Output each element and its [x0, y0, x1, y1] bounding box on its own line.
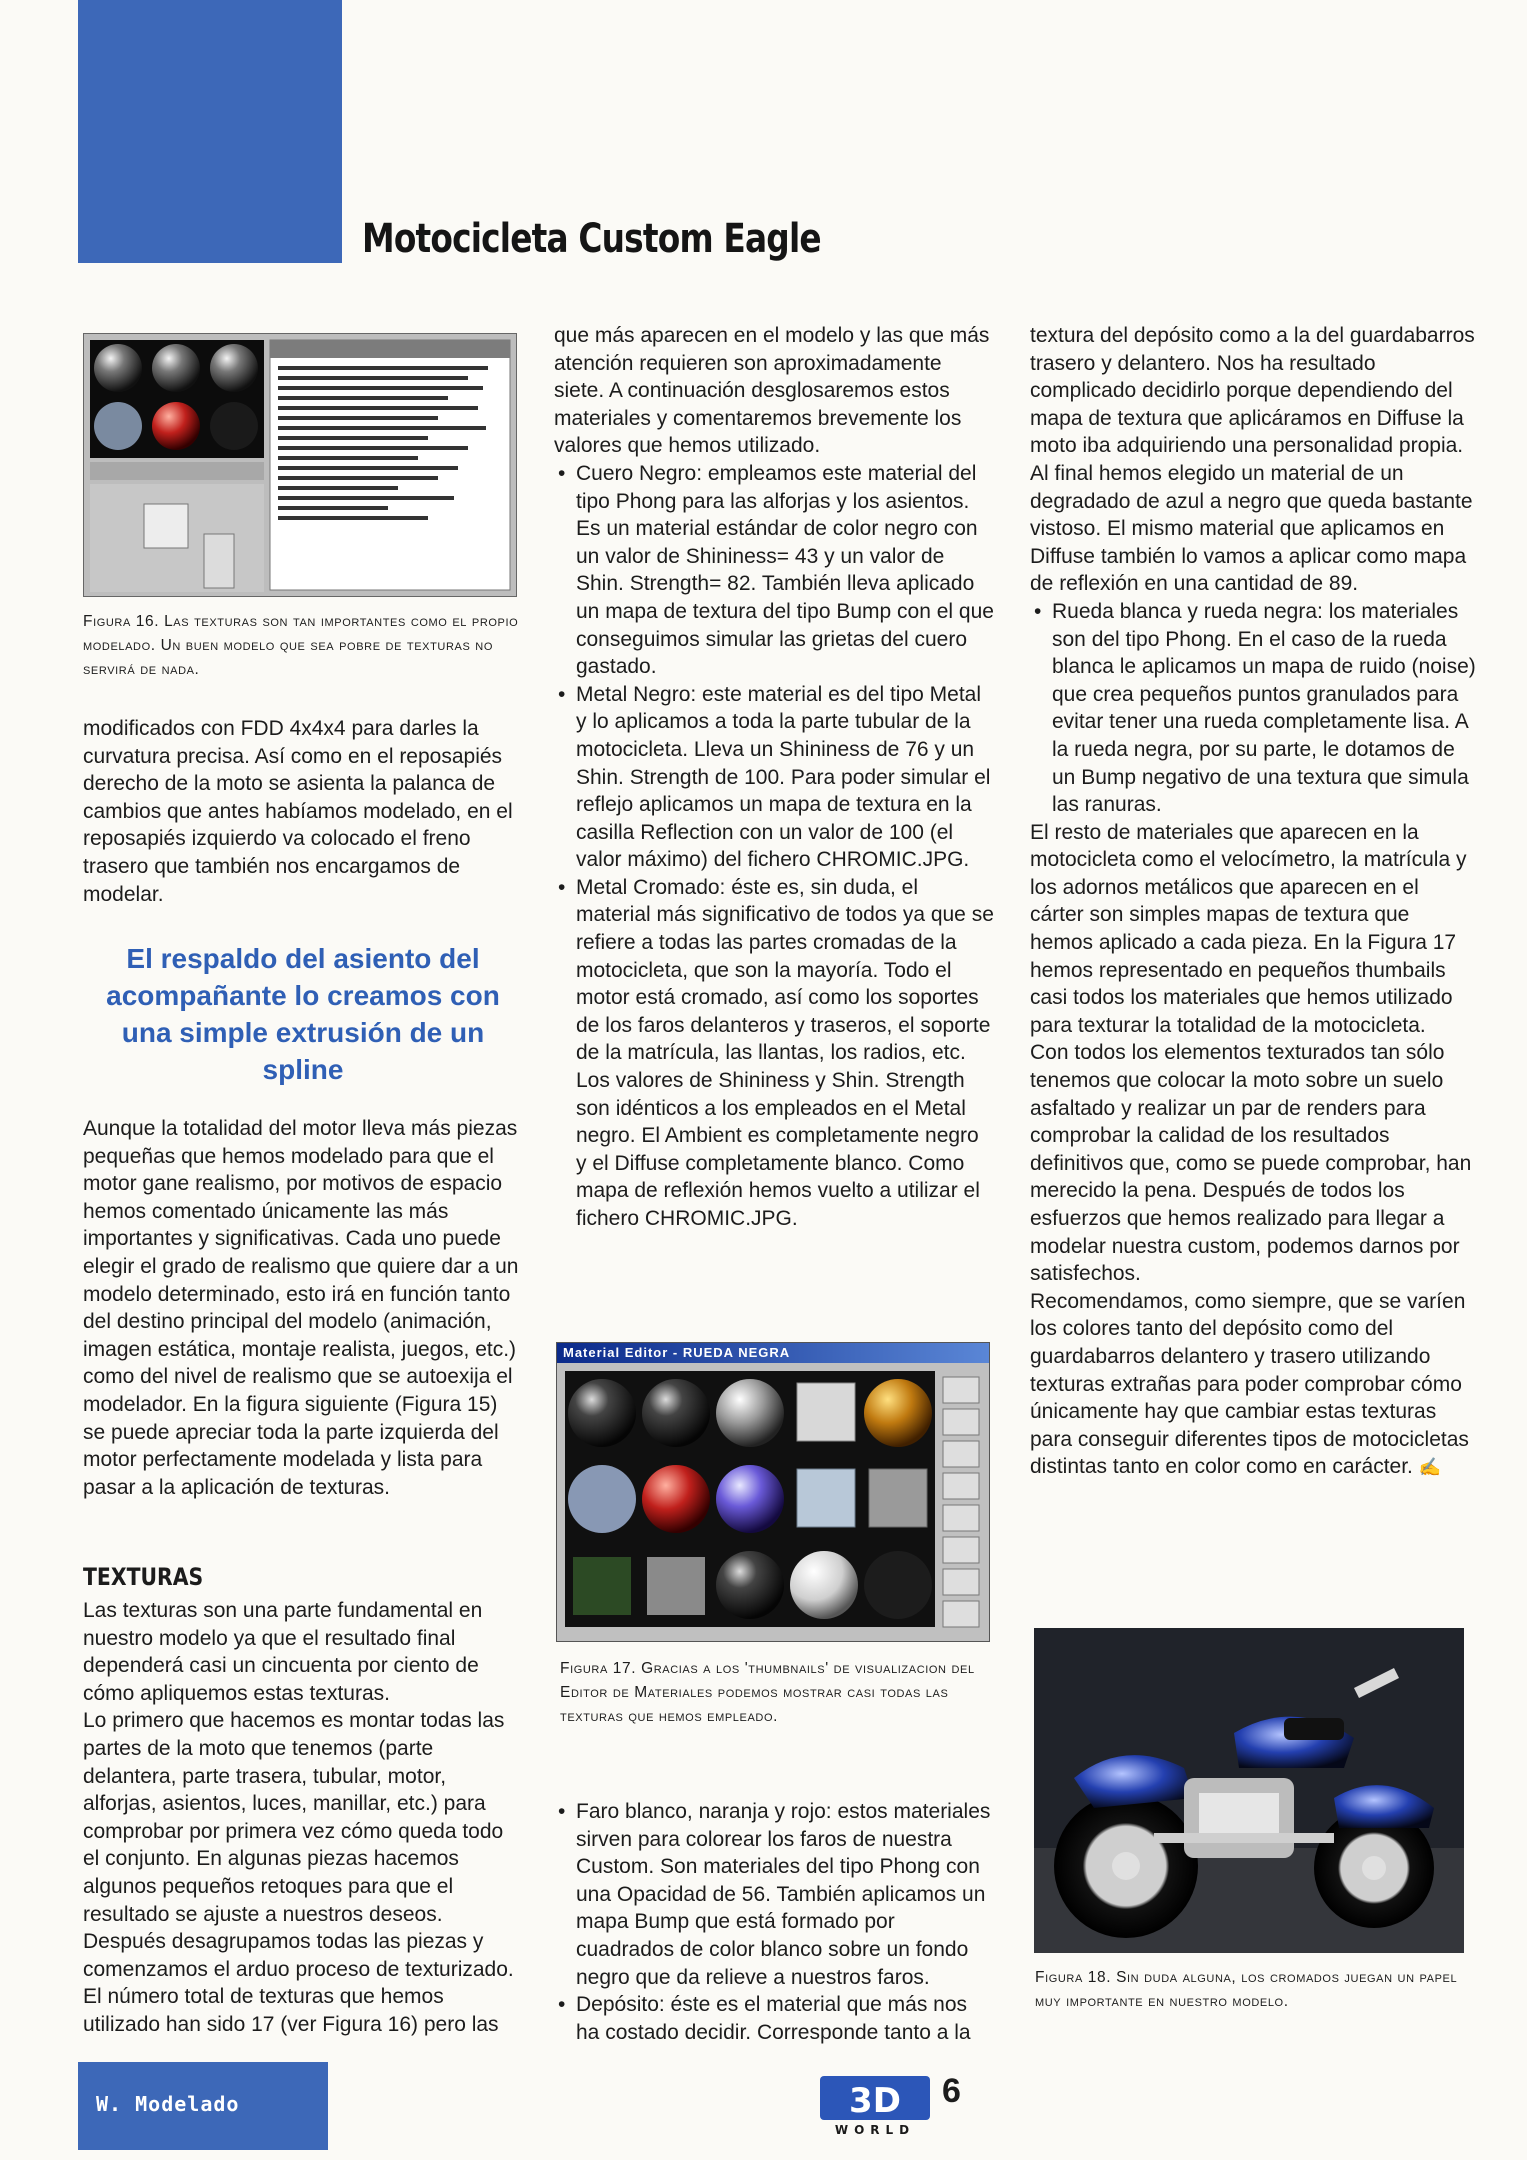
column-2-top [554, 322, 994, 1233]
logo-sub-text: WORLD [834, 2123, 916, 2137]
closing-text: Recomendamos, como siempre, que se varíen los colores tanto del depósito como del guardabarros delantero y trasero utilizando texturas extrañas para poder comprobar cómo únicamente hay que cambiar estas texturas para conseguir diferentes tipos de motocicletas distintas tanto en color como en carácter. [1030, 1289, 1469, 1479]
list-item: • Depósito: éste es el material que más nos ha costado decidir. Corresponde tanto a la [554, 1991, 994, 2046]
paragraph: Lo primero que hacemos es montar todas las partes de la moto que tenemos (parte delantera, parte trasera, tubular, motor, alforjas, asientos, luces, manillar, etc.) para comprobar por primera vez cómo queda todo el conjunto. En algunas piezas hacemos algunos pequeños retoques para que el resultado se ajuste a nuestros deseos. [83, 1709, 505, 1926]
material-editor-titlebar: Material Editor - RUEDA NEGRA [557, 1343, 989, 1363]
figure-17-image [556, 1342, 990, 1642]
material-list [554, 460, 994, 1233]
paragraph: textura del depósito como a la del guardabarros trasero y delantero. Nos ha resultado complicado decidirlo porque dependiendo del mapa de textura que aplicáramos en Diffuse la moto iba adquiriendo una personalidad propia. Al final hemos elegido un material de un degradado de azul a negro que queda bastante vistoso. El mismo material que aplicamos en Diffuse también lo vamos a aplicar como mapa de reflexión en una cantidad de 89. [1030, 324, 1475, 596]
paragraph: El resto de materiales que aparecen en la motocicleta como el velocímetro, la matrícula y los adornos metálicos que aparecen en el cárter son simples mapas de textura que hemos aplicado a cada pieza. En la Figura 17 hemos representado en pequeños thumbails casi todos los materiales que hemos utilizado para texturar la totalidad de la motocicleta. [1030, 820, 1467, 1037]
figure-17-caption: Figura 17. Gracias a los 'thumbnails' de visualizacion del Editor de Materiales podemos mostrar casi todas las texturas que hemos empleado. [560, 1660, 975, 1725]
section-label: W. Modelado [96, 2092, 240, 2116]
pull-quote: El respaldo del asiento del acompañante lo creamos con una simple extrusión de un spline [106, 943, 500, 1085]
material-list-wheels [1030, 598, 1476, 819]
magazine-logo [818, 2072, 936, 2149]
paragraph: modificados con FDD 4x4x4 para darles la curvatura precisa. Así como en el reposapiés derecho de la moto se asienta la palanca de cambios que antes habíamos modelado, en el reposapiés izquierdo va colocado el freno trasero que también nos encargamos de modelar. [83, 717, 513, 906]
list-item: • Metal Negro: este material es del tipo Metal y lo aplicamos a toda la parte tubular de la motocicleta. Lleva un Shininess de 76 y un Shin. Strength de 100. Para poder simular el reflejo aplicamos un mapa de textura en la casilla Reflection con un valor de 100 (el valor máximo) del fichero CHROMIC.JPG. [554, 681, 994, 874]
paragraph: Con todos los elementos texturados tan sólo tenemos que colocar la moto sobre un suelo asfaltado y realizar un par de renders para comprobar la calidad de los resultados definitivos que, como se puede comprobar, han merecido la pena. Después de todos los esfuerzos que hemos realizado para llegar a modelar nuestra custom, podemos darnos por satisfechos. [1030, 1041, 1472, 1286]
logo-main-text: 3D [849, 2081, 901, 2121]
figure-18-image [1034, 1628, 1464, 1953]
paragraph: Las texturas son una parte fundamental en nuestro modelo ya que el resultado final dependerá casi un cincuenta por ciento de cómo apliquemos estas texturas. [83, 1599, 483, 1705]
3d-world-logo-icon [818, 2072, 936, 2144]
figure-16-screenshot [84, 334, 516, 596]
article-title: Motocicleta Custom Eagle [362, 216, 821, 262]
column-1-middle [83, 1115, 523, 1501]
list-item: • Cuero Negro: empleamos este material del tipo Phong para las alforjas y los asientos. Es un material estándar de color negro con un valor de Shininess= 43 y un valor de Shin. Strength= 82. También lleva aplicado un mapa de textura del tipo Bump con el que conseguimos simular las grietas del cuero gastado. [554, 460, 994, 681]
material-editor-thumbnails [557, 1363, 989, 1641]
paragraph: Después desagrupamos todas las piezas y comenzamos el arduo proceso de texturizado. [83, 1930, 514, 1981]
header-color-block [78, 0, 342, 263]
column-2-bottom [554, 1798, 994, 2046]
list-item: • Metal Cromado: éste es, sin duda, el material más significativo de todos ya que se refiere a todas las partes cromadas de la motocicleta, que son la mayoría. Todo el motor está cromado, así como los soportes de los faros delanteros y traseros, el soporte de la matrícula, las llantas, los radios, etc. Los valores de Shininess y Shin. Strength son idénticos a los empleados en el Metal negro. El Ambient es completamente negro y el Diffuse completamente blanco. Como mapa de reflexión hemos vuelto a utilizar el fichero CHROMIC.JPG. [554, 874, 994, 1233]
figure-18-caption: Figura 18. Sin duda alguna, los cromados juegan un papel muy importante en nuestro modelo. [1035, 1969, 1458, 2010]
figure-16-image [83, 333, 517, 597]
column-1-bottom [83, 1597, 523, 2039]
column-1-top [83, 715, 523, 908]
end-mark-icon: ✍ [1418, 1457, 1442, 1478]
paragraph: Aunque la totalidad del motor lleva más piezas pequeñas que hemos modelado para que el motor gane realismo, por motivos de espacio hemos comentado únicamente las más importantes y significativas. Cada uno puede elegir el grado de realismo que quiere dar a un modelo determinado, esto irá en función tanto del destino principal del modelo (animación, imagen estática, montaje realista, juegos, etc.) como del nivel de realismo que se autoexija el modelador. En la figura siguiente (Figura 15) se puede apreciar toda la parte izquierda del motor perfectamente modelada y lista para pasar a la aplicación de texturas. [83, 1117, 519, 1499]
column-3 [1030, 322, 1476, 1482]
page-number: 6 [942, 2072, 961, 2110]
motorcycle-render [1034, 1628, 1464, 1953]
list-item: • Faro blanco, naranja y rojo: estos materiales sirven para colorear los faros de nuestra Custom. Son materiales del tipo Phong con una Opacidad de 56. También aplicamos un mapa Bump que está formado por cuadrados de color blanco sobre un fondo negro que da relieve a nuestros faros. [554, 1798, 994, 1991]
section-heading: TEXTURAS [83, 1563, 204, 1591]
list-item: • Rueda blanca y rueda negra: los materiales son del tipo Phong. En el caso de la rueda blanca le aplicamos un mapa de ruido (noise) que crea pequeños puntos granulados para evitar tener una rueda completamente lisa. A la rueda negra, por su parte, le dotamos de un Bump negativo de una textura que simula las ranuras. [1030, 598, 1476, 819]
section-footer-bar [78, 2062, 328, 2150]
paragraph: que más aparecen en el modelo y las que más atención requieren son aproximadamente siete. A continuación desglosaremos estos materiales y comentaremos brevemente los valores que hemos utilizado. [554, 324, 990, 458]
figure-16-caption: Figura 16. Las texturas son tan importantes como el propio modelado. Un buen modelo que sea pobre de texturas no servirá de nada. [83, 613, 519, 678]
paragraph: El número total de texturas que hemos utilizado han sido 17 (ver Figura 16) pero las [83, 1985, 499, 2036]
material-list-continued [554, 1798, 994, 2046]
paragraph [1030, 1288, 1476, 1482]
